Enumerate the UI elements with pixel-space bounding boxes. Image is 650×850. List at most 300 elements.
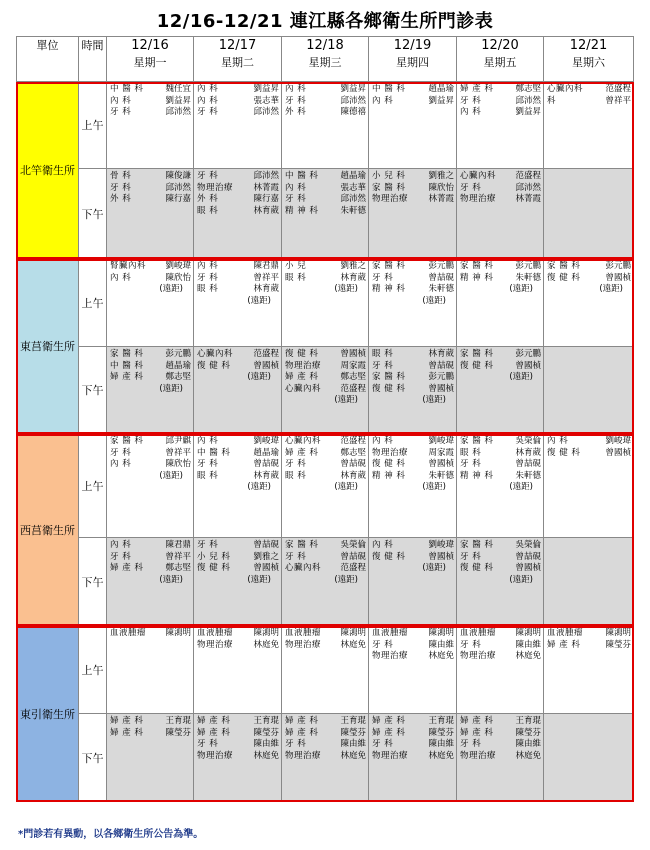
clinic-entry — [197, 436, 279, 448]
clinic-entry — [547, 436, 631, 448]
unit-name: 西莒衛生所 — [17, 434, 79, 626]
department: 牙 科 — [110, 182, 132, 193]
department: 精 神 科 — [372, 284, 406, 294]
doctor-name: 曾喆硯 — [428, 360, 454, 371]
clinic-entry — [110, 728, 191, 740]
clinic-entry — [460, 436, 541, 448]
doctor-name: 林育葳 — [253, 470, 279, 481]
department: 內 科 — [110, 540, 132, 550]
department: 物理治療 — [197, 750, 234, 761]
remote-tag: (遠距) — [334, 284, 358, 294]
department: 物理治療 — [460, 750, 497, 761]
doctor-name: 吳榮倫 — [515, 436, 541, 446]
doctor-name: 林庭免 — [515, 651, 541, 661]
clinic-entry — [110, 96, 191, 108]
department: 科 — [547, 95, 557, 106]
clinic-entry — [372, 194, 454, 206]
department: 血液腫瘤 — [460, 628, 497, 638]
doctor-name: 陳鴻明 — [428, 628, 454, 638]
am-row — [17, 259, 634, 347]
day-date: 12/19 — [393, 38, 432, 53]
doctor-name: 林育葳 — [515, 447, 541, 458]
clinic-entry — [197, 540, 279, 552]
department: 牙 科 — [372, 639, 394, 650]
clinic-entry — [372, 540, 454, 552]
clinic-entry — [460, 448, 541, 460]
schedule-cell — [369, 347, 457, 434]
clinic-entry — [460, 96, 541, 108]
schedule-cell — [282, 538, 369, 626]
doctor-name: 邱沛然 — [165, 182, 191, 193]
doctor-name: 林庭免 — [428, 651, 454, 661]
day-weekday: 星期五 — [483, 56, 517, 69]
doctor-name: 陳瑩芬 — [165, 727, 191, 738]
department: 牙 科 — [197, 272, 219, 283]
schedule-cell — [194, 626, 282, 714]
schedule-cell — [107, 434, 194, 538]
department: 牙 科 — [460, 459, 482, 469]
clinic-entry — [372, 171, 454, 183]
clinic-entry — [197, 171, 279, 183]
clinic-entry — [285, 261, 366, 273]
clinic-entry — [460, 171, 541, 183]
doctor-name: 曾祥平 — [605, 95, 631, 106]
doctor-name: 范盛程 — [340, 563, 366, 573]
remote-tag: (遠距) — [509, 482, 533, 492]
department: 復 健 科 — [372, 383, 406, 394]
clinic-entry — [460, 751, 541, 763]
department: 婦 產 科 — [110, 372, 144, 382]
doctor-name: 陳由維 — [428, 739, 454, 749]
doctor-name: 陳行嘉 — [253, 194, 279, 204]
clinic-entry — [460, 361, 541, 373]
schedule-cell — [107, 347, 194, 434]
doctor-name: 朱軒德 — [515, 272, 541, 283]
clinic-entry — [372, 716, 454, 728]
clinic-entry — [285, 471, 366, 483]
remote-tag: (遠距) — [422, 395, 446, 405]
clinic-entry — [197, 751, 279, 763]
clinic-entry — [110, 552, 191, 564]
doctor-name: 林育葳 — [253, 284, 279, 294]
clinic-entry — [547, 96, 631, 108]
doctor-name: 劉雅之 — [428, 171, 454, 181]
doctor-name: 劉益昇 — [515, 107, 541, 117]
department: 內 科 — [110, 459, 132, 469]
doctor-name: 王育琨 — [165, 716, 191, 726]
clinic-entry — [110, 194, 191, 206]
department: 牙 科 — [285, 459, 307, 469]
department: 牙 科 — [372, 360, 394, 371]
clinic-entry — [110, 459, 191, 471]
doctor-name: 陳鴻明 — [515, 628, 541, 638]
doctor-name: 陳欣怡 — [165, 272, 191, 283]
time-slot: 下午 — [79, 714, 107, 802]
doctor-name: 邱沛然 — [253, 171, 279, 181]
clinic-entry — [460, 540, 541, 552]
schedule-cell — [282, 434, 369, 538]
department: 骨 科 — [110, 171, 132, 181]
clinic-entry — [285, 194, 366, 206]
doctor-name: 劉雅之 — [340, 261, 366, 271]
clinic-entry — [285, 384, 366, 396]
department: 血液腫瘤 — [372, 628, 409, 638]
schedule-cell — [457, 347, 544, 434]
department: 外 科 — [110, 194, 132, 204]
clinic-entry — [197, 628, 279, 640]
department: 牙 科 — [197, 459, 219, 469]
department: 內 科 — [197, 84, 219, 94]
clinic-entry — [372, 349, 454, 361]
clinic-entry — [197, 273, 279, 285]
clinic-entry — [372, 739, 454, 751]
clinic-entry — [372, 651, 454, 663]
clinic-entry — [372, 261, 454, 273]
day-weekday: 星期四 — [396, 56, 429, 69]
doctor-name: 王育琨 — [428, 716, 454, 726]
clinic-entry — [110, 84, 191, 96]
clinic-entry — [285, 206, 366, 218]
department: 牙 科 — [110, 551, 132, 562]
page-title: 12/16-12/21 連江縣各鄉衛生所門診表 — [156, 11, 494, 32]
department: 物理治療 — [460, 194, 497, 204]
department: 家 醫 科 — [110, 349, 144, 359]
department: 心臟內科 — [285, 383, 322, 394]
clinic-entry — [547, 628, 631, 640]
doctor-name: 陳欣怡 — [428, 182, 454, 193]
doctor-name: 劉峻瑋 — [253, 436, 279, 446]
schedule-cell — [194, 538, 282, 626]
schedule-cell — [282, 82, 369, 169]
doctor-name: 朱軒德 — [515, 470, 541, 481]
day-weekday: 星期一 — [133, 56, 167, 69]
clinic-entry — [372, 183, 454, 195]
day-date: 12/20 — [481, 38, 519, 53]
clinic-entry — [460, 261, 541, 273]
doctor-name: 劉峻瑋 — [428, 540, 454, 550]
doctor-name: 劉益昇 — [253, 84, 279, 94]
department: 中 醫 科 — [110, 84, 144, 94]
clinic-entry — [285, 372, 366, 384]
clinic-entry — [547, 261, 631, 273]
doctor-name: 曾國楨 — [428, 459, 454, 469]
department: 眼 科 — [285, 272, 307, 283]
remote-tag: (遠距) — [334, 395, 358, 405]
department: 復 健 科 — [197, 563, 231, 573]
doctor-name: 曾國楨 — [428, 383, 454, 394]
clinic-entry — [372, 273, 454, 285]
department: 婦 產 科 — [110, 563, 144, 573]
day-date: 12/16 — [131, 38, 169, 53]
doctor-name: 彭元鵬 — [605, 261, 631, 271]
department: 婦 產 科 — [285, 447, 319, 458]
department: 腎臟內科 — [110, 261, 147, 271]
pm-row — [17, 714, 634, 802]
department: 復 健 科 — [460, 563, 494, 573]
department: 血液腫瘤 — [285, 628, 322, 638]
schedule-cell — [457, 259, 544, 347]
department: 牙 科 — [197, 739, 219, 749]
doctor-name: 曾喆硯 — [253, 459, 279, 469]
clinic-entry — [285, 640, 366, 652]
schedule-cell — [544, 169, 634, 259]
schedule-cell — [369, 82, 457, 169]
remote-tag: (遠距) — [159, 470, 183, 481]
clinic-entry — [285, 459, 366, 471]
doctor-name: 林庭免 — [340, 639, 366, 650]
time-slot: 下午 — [79, 538, 107, 626]
doctor-name: 林育葳 — [253, 205, 279, 216]
department: 婦 產 科 — [285, 372, 319, 382]
department: 物理治療 — [285, 639, 322, 650]
department: 婦 產 科 — [460, 727, 494, 738]
remote-tag: (遠距) — [509, 372, 533, 382]
clinic-entry — [547, 448, 631, 460]
time-slot: 上午 — [79, 626, 107, 714]
department: 復 健 科 — [372, 551, 406, 562]
schedule-cell — [369, 259, 457, 347]
schedule-cell — [107, 259, 194, 347]
schedule-cell — [194, 434, 282, 538]
clinic-entry — [372, 751, 454, 763]
day-weekday: 星期三 — [308, 56, 342, 69]
doctor-name: 曾喆硯 — [253, 540, 279, 550]
clinic-entry — [460, 84, 541, 96]
doctor-name: 邱沛然 — [515, 182, 541, 193]
clinic-entry — [197, 183, 279, 195]
clinic-entry — [372, 471, 454, 483]
schedule-cell — [194, 169, 282, 259]
department: 物理治療 — [197, 182, 234, 193]
day-header — [544, 37, 634, 82]
clinic-entry — [285, 107, 366, 119]
doctor-name: 陳德禧 — [340, 107, 366, 117]
schedule-cell — [544, 347, 634, 434]
schedule-cell — [282, 169, 369, 259]
schedule-cell — [194, 82, 282, 169]
clinic-entry — [110, 183, 191, 195]
pm-row — [17, 169, 634, 259]
doctor-name: 曾祥平 — [253, 272, 279, 283]
doctor-name: 朱軒德 — [340, 205, 366, 216]
doctor-name: 曾國楨 — [605, 447, 631, 458]
department: 婦 產 科 — [110, 716, 144, 726]
clinic-entry — [110, 716, 191, 728]
unit-name: 東莒衛生所 — [17, 259, 79, 434]
schedule-cell — [194, 714, 282, 802]
department: 物理治療 — [372, 651, 409, 661]
doctor-name: 陳瑩芬 — [428, 727, 454, 738]
department: 家 醫 科 — [460, 349, 494, 359]
schedule-cell — [544, 626, 634, 714]
department: 婦 產 科 — [285, 716, 319, 726]
clinic-entry — [460, 628, 541, 640]
clinic-entry — [285, 96, 366, 108]
remote-tag: (遠距) — [422, 482, 446, 492]
doctor-name: 林庭免 — [340, 750, 366, 761]
day-header — [282, 37, 369, 82]
department: 眼 科 — [197, 205, 219, 216]
department: 內 科 — [372, 436, 394, 446]
clinic-entry — [110, 372, 191, 384]
schedule-cell — [194, 259, 282, 347]
schedule-cell — [369, 169, 457, 259]
schedule-cell — [544, 434, 634, 538]
clinic-entry — [372, 372, 454, 384]
department: 中 醫 科 — [197, 447, 231, 458]
clinic-entry — [372, 448, 454, 460]
am-row — [17, 434, 634, 538]
department: 婦 產 科 — [547, 639, 581, 650]
doctor-name: 陳君鼎 — [253, 261, 279, 271]
clinic-entry — [460, 183, 541, 195]
schedule-cell — [457, 169, 544, 259]
doctor-name: 劉峻瑋 — [605, 436, 631, 446]
department: 眼 科 — [460, 447, 482, 458]
clinic-entry — [547, 640, 631, 652]
department: 婦 產 科 — [197, 727, 231, 738]
clinic-entry — [285, 552, 366, 564]
department: 內 科 — [285, 84, 307, 94]
doctor-name: 劉峻瑋 — [428, 436, 454, 446]
remote-tag: (遠距) — [159, 284, 183, 294]
doctor-name: 曾祥平 — [165, 447, 191, 458]
clinic-entry — [110, 563, 191, 575]
doctor-name: 彭元鵬 — [428, 372, 454, 382]
clinic-entry — [197, 194, 279, 206]
department: 婦 產 科 — [460, 84, 494, 94]
doctor-name: 林菁霞 — [253, 182, 279, 193]
department: 眼 科 — [197, 284, 219, 294]
department: 內 科 — [460, 107, 482, 117]
clinic-entry — [110, 107, 191, 119]
clinic-entry — [460, 716, 541, 728]
clinic-entry — [110, 171, 191, 183]
department: 中 醫 科 — [372, 84, 406, 94]
clinic-entry — [110, 448, 191, 460]
doctor-name: 陳瑩芬 — [605, 639, 631, 650]
doctor-name: 彭元鵬 — [515, 349, 541, 359]
doctor-name: 林菁霞 — [515, 194, 541, 204]
department: 牙 科 — [372, 739, 394, 749]
department: 牙 科 — [460, 551, 482, 562]
clinic-entry — [460, 651, 541, 663]
day-header — [194, 37, 282, 82]
clinic-entry — [460, 459, 541, 471]
day-weekday: 星期二 — [221, 56, 254, 69]
day-header — [369, 37, 457, 82]
schedule-cell — [457, 538, 544, 626]
clinic-entry — [285, 563, 366, 575]
department: 家 醫 科 — [110, 436, 144, 446]
department: 復 健 科 — [547, 272, 581, 283]
department: 中 醫 科 — [285, 171, 319, 181]
clinic-entry — [372, 361, 454, 373]
clinic-entry — [372, 728, 454, 740]
clinic-entry — [197, 563, 279, 575]
department: 物理治療 — [285, 750, 322, 761]
doctor-name: 曾祥平 — [165, 551, 191, 562]
department: 心臟內科 — [197, 349, 234, 359]
doctor-name: 范盛程 — [605, 84, 631, 94]
department: 婦 產 科 — [110, 727, 144, 738]
department: 牙 科 — [285, 551, 307, 562]
clinic-entry — [460, 739, 541, 751]
doctor-name: 曾國楨 — [253, 563, 279, 573]
remote-tag: (遠距) — [599, 284, 623, 294]
doctor-name: 林菁霞 — [428, 194, 454, 204]
doctor-name: 鄭志堅 — [515, 84, 541, 94]
schedule-cell — [544, 714, 634, 802]
department: 家 醫 科 — [285, 540, 319, 550]
clinic-entry — [110, 540, 191, 552]
clinic-entry — [460, 563, 541, 575]
day-date: 12/18 — [306, 38, 344, 53]
clinic-entry — [372, 384, 454, 396]
clinic-entry — [372, 436, 454, 448]
doctor-name: 陳鴻明 — [605, 628, 631, 638]
doctor-name: 范盛程 — [253, 349, 279, 359]
clinic-entry — [197, 471, 279, 483]
doctor-name: 趙晶瑜 — [428, 84, 454, 94]
department: 家 醫 科 — [372, 372, 406, 382]
schedule-cell — [369, 538, 457, 626]
department: 牙 科 — [197, 171, 219, 181]
schedule-cell — [282, 347, 369, 434]
doctor-name: 陳由維 — [428, 639, 454, 650]
schedule-cell — [107, 82, 194, 169]
doctor-name: 陳鴻明 — [253, 628, 279, 638]
doctor-name: 朱軒德 — [428, 470, 454, 481]
schedule-cell — [457, 434, 544, 538]
clinic-entry — [285, 183, 366, 195]
department: 家 醫 科 — [372, 261, 406, 271]
schedule-cell — [282, 259, 369, 347]
department: 眼 科 — [372, 349, 394, 359]
doctor-name: 范盛程 — [340, 436, 366, 446]
doctor-name: 曾喆硯 — [340, 551, 366, 562]
department: 婦 產 科 — [460, 716, 494, 726]
day-header — [457, 37, 544, 82]
department: 家 醫 科 — [372, 182, 406, 193]
doctor-name: 陳君鼎 — [165, 540, 191, 550]
doctor-name: 陳瑩芬 — [253, 727, 279, 738]
doctor-name: 鄭志堅 — [340, 372, 366, 382]
clinic-entry — [372, 459, 454, 471]
clinic-entry — [197, 349, 279, 361]
doctor-name: 張志華 — [340, 182, 366, 193]
department: 內 科 — [197, 95, 219, 106]
doctor-name: 彭元鵬 — [428, 261, 454, 271]
clinic-entry — [460, 273, 541, 285]
doctor-name: 陳由維 — [253, 739, 279, 749]
schedule-cell — [282, 714, 369, 802]
doctor-name: 陳鴻明 — [165, 628, 191, 638]
department: 牙 科 — [285, 194, 307, 204]
department: 精 神 科 — [285, 205, 319, 216]
department: 內 科 — [372, 540, 394, 550]
remote-tag: (遠距) — [509, 574, 533, 585]
department: 內 科 — [372, 95, 394, 106]
clinic-entry — [197, 206, 279, 218]
clinic-schedule-table — [16, 36, 634, 802]
doctor-name: 朱軒德 — [428, 284, 454, 294]
department: 牙 科 — [460, 182, 482, 193]
doctor-name: 林庭免 — [515, 750, 541, 761]
doctor-name: 魏任宜 — [165, 84, 191, 94]
department: 牙 科 — [460, 739, 482, 749]
schedule-cell — [369, 434, 457, 538]
